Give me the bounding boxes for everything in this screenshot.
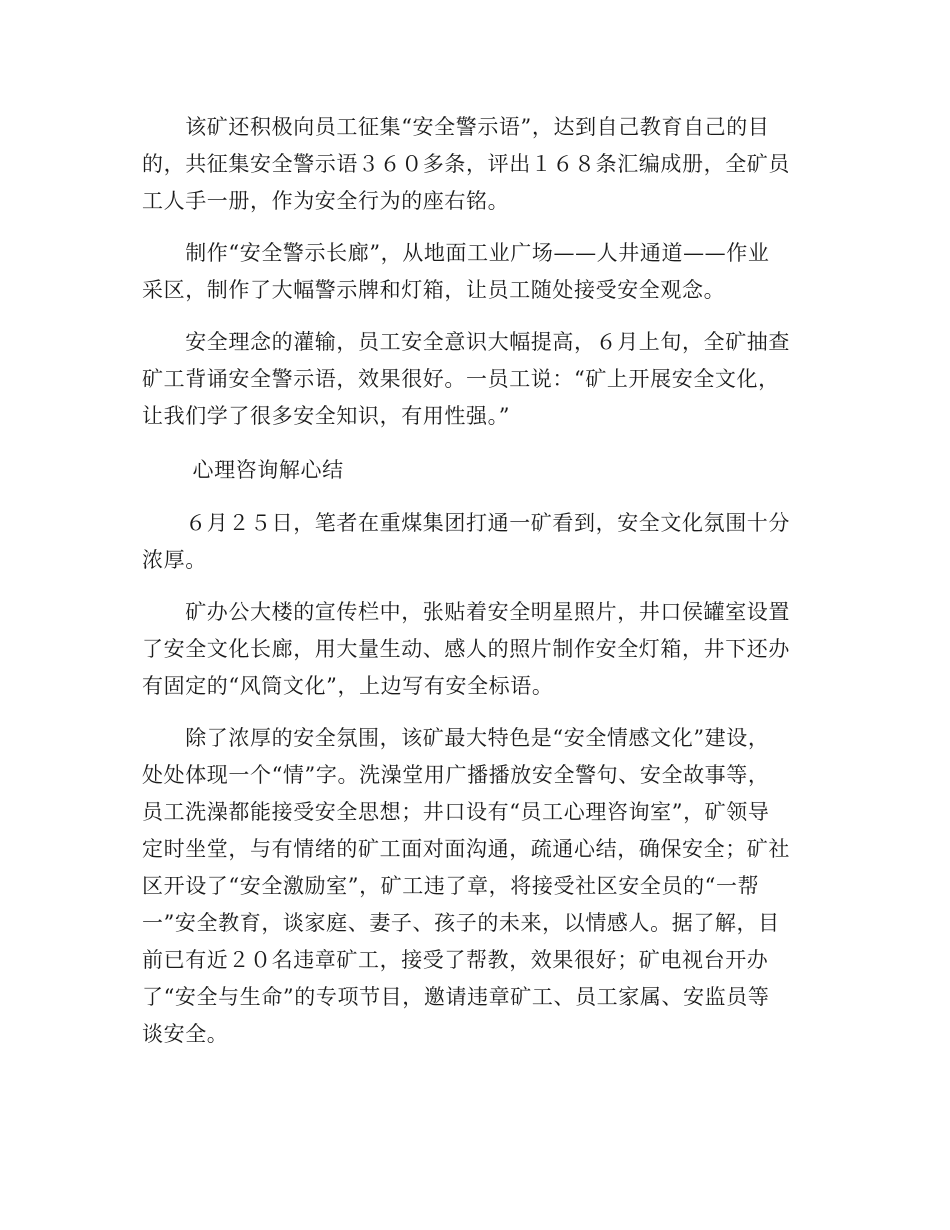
paragraph-line: 谈安全。 [142,1022,229,1046]
paragraph-line: 让我们学了很多安全知识，有用性强。” [142,404,511,428]
paragraph-line: 区开设了“安全激励室”，矿工违了章，将接受社区安全员的“一帮 [142,874,760,898]
paragraph-line: 安全理念的灌输，员工安全意识大幅提高，６月上旬，全矿抽查 [142,330,790,354]
paragraph-line: 有固定的“风筒文化”，上边写有安全标语。 [142,674,554,698]
paragraph-2 [142,235,802,309]
paragraph-6 [142,594,802,705]
section-heading [142,452,802,489]
paragraph-line: 前已有近２０名违章矿工，接受了帮教，效果很好；矿电视台开办 [142,948,769,972]
paragraph-line: 工人手一册，作为安全行为的座右铭。 [142,189,510,213]
paragraph-line: 浓厚。 [142,548,207,572]
paragraph-line: 制作“安全警示长廊”，从地面工业广场——人井通道——作业 [142,241,770,265]
paragraph-line: 矿工背诵安全警示语，效果很好。一员工说：“矿上开展安全文化， [142,367,780,391]
paragraph-line: ６月２５日，笔者在重煤集团打通一矿看到，安全文化氛围十分 [142,511,790,535]
paragraph-1 [142,109,802,220]
paragraph-line: 采区，制作了大幅警示牌和灯箱，让员工随处接受安全观念。 [142,278,726,302]
section-heading-text: 心理咨询解心结 [142,458,344,482]
paragraph-7 [142,720,802,1053]
paragraph-line: 了“安全与生命”的专项节目，邀请违章矿工、员工家属、安监员等 [142,985,770,1009]
paragraph-line: 处处体现一个“情”字。洗澡堂用广播播放安全警句、安全故事等， [142,763,770,787]
paragraph-line: 矿办公大楼的宣传栏中，张贴着安全明星照片，井口侯罐室设置 [142,600,790,624]
paragraph-line: 一”安全教育，谈家庭、妻子、孩子的未来，以情感人。据了解，目 [142,911,780,935]
paragraph-line: 该矿还积极向员工征集“安全警示语”，达到自己教育自己的目 [142,115,770,139]
paragraph-line: 除了浓厚的安全氛围，该矿最大特色是“安全情感文化”建设， [142,726,770,750]
paragraph-3 [142,324,802,435]
paragraph-line: 定时坐堂，与有情绪的矿工面对面沟通，疏通心结，确保安全；矿社 [142,837,790,861]
paragraph-5 [142,505,802,579]
paragraph-line: 了安全文化长廊，用大量生动、感人的照片制作安全灯箱，井下还办 [142,637,790,661]
paragraph-line: 员工洗澡都能接受安全思想；井口设有“员工心理咨询室”，矿领导 [142,800,770,824]
paragraph-line: 的，共征集安全警示语３６０多条，评出１６８条汇编成册，全矿员 [142,152,790,176]
